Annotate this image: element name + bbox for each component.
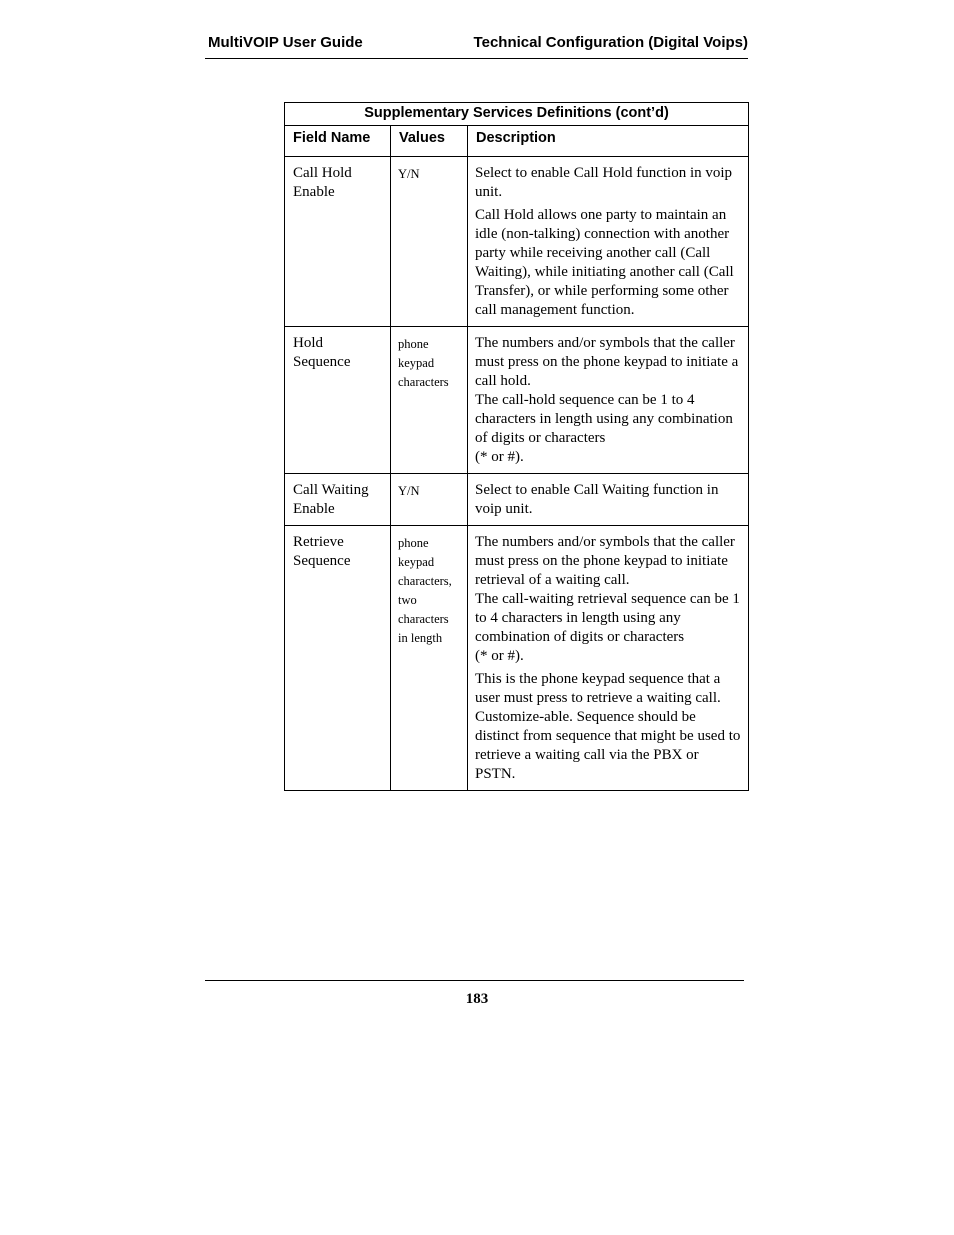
value-line: keypad [398,356,435,370]
table-row [285,157,749,327]
description-paragraph: The numbers and/or symbols that the caller must press on the phone keypad to initiate a call hold. The call-hold sequence can be 1 to 4 characters in length using any combination of digits or characters (* or #). [475,335,739,465]
values-cell [391,474,468,526]
value-line: phone [398,337,429,351]
value-line: in length [398,631,443,645]
description-cell [468,157,749,327]
values-cell [391,526,468,791]
field-name-cell [285,526,391,791]
field-name-line: Sequence [293,553,351,569]
field-name-line: Sequence [293,354,351,370]
field-name-line: Retrieve [293,534,344,550]
column-header-values: Values [391,126,468,157]
field-name-cell [285,474,391,526]
table-row [285,327,749,474]
values-cell [391,157,468,327]
table-row [285,474,749,526]
section-title: Technical Configuration (Digital Voips) [473,34,748,51]
column-header-field-name: Field Name [285,126,391,157]
field-name-line: Call Hold [293,165,352,181]
field-name-line: Enable [293,501,335,517]
page-number: 183 [465,991,489,1007]
page-header [205,30,748,59]
value-line: two [398,593,417,607]
values-cell [391,327,468,474]
value-line: phone [398,536,429,550]
description-cell [468,526,749,791]
value-line: characters [398,612,449,626]
description-cell [468,474,749,526]
value-line: characters, [398,574,452,588]
table-row [285,526,749,791]
table-title: Supplementary Services Definitions (cont’d) [285,103,749,126]
value-line: keypad [398,555,435,569]
footer-rule [205,980,744,981]
column-header-description: Description [468,126,749,157]
description-cell [468,327,749,474]
field-name-line: Enable [293,184,335,200]
field-name-cell [285,327,391,474]
field-name-line: Hold [293,335,323,351]
description-paragraph: Call Hold allows one party to maintain an idle (non-talking) connection with another party while receiving another call (Call Waiting), while initiating another call (Call Transfer), or while performing some other call management function. [475,207,734,318]
value-line: Y/N [398,484,420,498]
field-name-line: Call Waiting [293,482,369,498]
value-line: characters [398,375,449,389]
description-paragraph: This is the phone keypad sequence that a user must press to retrieve a waiting call. Customize-able. Sequence should be distinct from sequence that might be used to retrieve a waiting call via the PBX or PSTN. [475,671,741,782]
description-paragraph: Select to enable Call Waiting function in voip unit. [475,482,719,517]
table-body [285,157,749,791]
value-line: Y/N [398,167,420,181]
guide-title: MultiVOIP User Guide [208,34,363,51]
field-name-cell [285,157,391,327]
definitions-table [284,102,749,791]
description-paragraph: Select to enable Call Hold function in voip unit. [475,165,733,200]
description-paragraph: The numbers and/or symbols that the caller must press on the phone keypad to initiate retrieval of a waiting call. The call-waiting retrieval sequence can be 1 to 4 characters in length using any combination of digits or characters (* or #). [475,534,740,664]
